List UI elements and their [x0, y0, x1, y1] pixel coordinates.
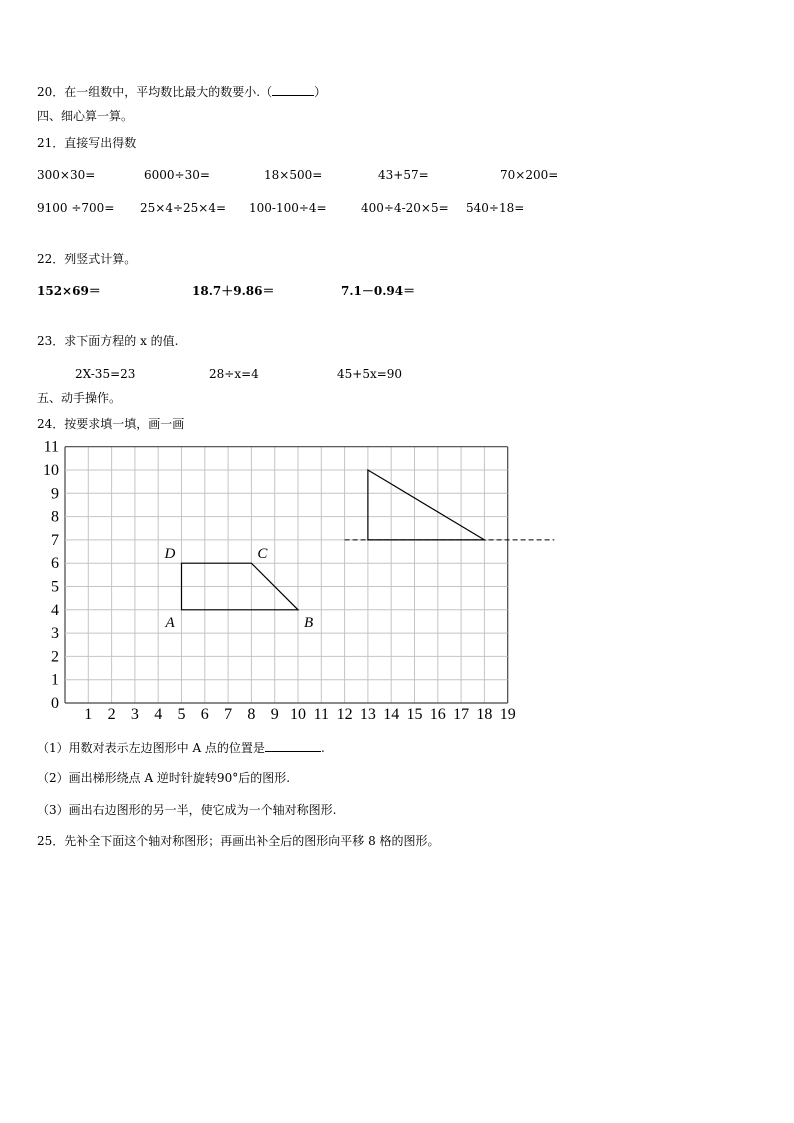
- y-tick-label: 6: [51, 555, 59, 573]
- y-tick-label: 5: [51, 578, 59, 596]
- x-tick-label: 8: [247, 706, 256, 723]
- question-25-title: 25．先补全下面这个轴对称图形；再画出补全后的图形向平移 8 格的图形。: [37, 834, 440, 848]
- question-21-title: 21．直接写出得数: [37, 136, 137, 150]
- x-tick-label: 16: [429, 706, 446, 723]
- x-tick-label: 19: [499, 706, 516, 723]
- point-label-c: C: [257, 546, 268, 563]
- y-tick-label: 9: [51, 485, 59, 503]
- grid-lines: [65, 447, 508, 703]
- q24-sub-3: （3）画出右边图形的另一半，使它成为一个轴对称图形.: [37, 803, 337, 817]
- q21-row1-item-2: 6000÷30=: [144, 168, 210, 182]
- section-5-title: 五、动手操作。: [37, 391, 122, 405]
- x-tick-label: 14: [383, 706, 400, 723]
- question-20-text: 20．在一组数中，平均数比最大的数要小.（: [37, 85, 273, 99]
- x-tick-label: 17: [453, 706, 470, 723]
- point-label-a: A: [165, 614, 175, 631]
- section-4-title: 四、细心算一算。: [37, 109, 134, 123]
- q21-row2-item-3: 100-100÷4=: [249, 201, 327, 215]
- q24-sub-1-text: （1）用数对表示左边图形中 A 点的位置是: [37, 741, 265, 755]
- q23-item-3: 45+5x=90: [337, 367, 403, 381]
- question-23-title: 23．求下面方程的 x 的值.: [37, 334, 179, 348]
- x-axis-tick-labels: [84, 706, 515, 723]
- q24-sub-1-end: .: [320, 741, 325, 755]
- answer-blank-24-1[interactable]: [265, 739, 321, 752]
- y-tick-label: 11: [43, 438, 59, 456]
- q23-item-2: 28÷x=4: [209, 367, 259, 381]
- y-tick-label: 7: [51, 531, 59, 549]
- y-tick-label: 10: [43, 462, 59, 479]
- q22-item-1: 152×69＝: [37, 284, 101, 298]
- x-tick-label: 18: [476, 706, 493, 723]
- q24-sub-1: [37, 739, 325, 756]
- q21-row2-item-5: 540÷18=: [466, 201, 525, 215]
- point-label-d: D: [164, 546, 176, 563]
- y-tick-label: 4: [51, 601, 59, 619]
- x-tick-label: 9: [270, 706, 279, 723]
- q22-item-2: 18.7＋9.86＝: [192, 284, 275, 298]
- point-labels: [164, 546, 314, 631]
- q22-item-3: 7.1－0.94＝: [341, 284, 416, 298]
- x-tick-label: 1: [84, 706, 93, 723]
- y-tick-label: 3: [51, 625, 59, 643]
- question-22-title: 22．列竖式计算。: [37, 252, 137, 266]
- x-tick-label: 11: [313, 706, 330, 723]
- x-tick-label: 13: [359, 706, 376, 723]
- question-20-close: ）: [314, 85, 327, 99]
- x-tick-label: 3: [130, 706, 139, 723]
- q23-item-1: 2X-35=23: [75, 367, 136, 381]
- q21-row2-item-1: 9100 ÷700=: [37, 201, 115, 215]
- y-axis-tick-labels: [43, 439, 59, 712]
- q21-row2-item-2: 25×4÷25×4=: [140, 201, 227, 215]
- q21-row1-item-1: 300×30=: [37, 168, 96, 182]
- q21-row1-item-4: 43+57=: [378, 168, 429, 182]
- x-tick-label: 15: [406, 706, 423, 723]
- q24-sub-2: （2）画出梯形绕点 A 逆时针旋转90°后的图形.: [37, 771, 291, 785]
- y-tick-label: 8: [51, 508, 59, 526]
- point-label-b: B: [304, 614, 314, 631]
- x-tick-label: 5: [177, 706, 186, 723]
- x-tick-label: 6: [200, 706, 209, 723]
- q21-row1-item-3: 18×500=: [264, 168, 323, 182]
- y-tick-label: 2: [51, 648, 59, 666]
- y-tick-label: 0: [51, 695, 59, 712]
- x-tick-label: 2: [107, 706, 116, 723]
- x-tick-label: 7: [224, 706, 233, 723]
- q21-row2-item-4: 400÷4-20×5=: [361, 201, 449, 215]
- right-triangle: [368, 470, 485, 540]
- y-tick-label: 1: [51, 671, 59, 689]
- q21-row1-item-5: 70×200=: [500, 168, 559, 182]
- x-tick-label: 10: [290, 706, 306, 723]
- question-24-title: 24．按要求填一填，画一画: [37, 417, 185, 431]
- x-tick-label: 12: [336, 706, 353, 723]
- x-tick-label: 4: [154, 706, 163, 723]
